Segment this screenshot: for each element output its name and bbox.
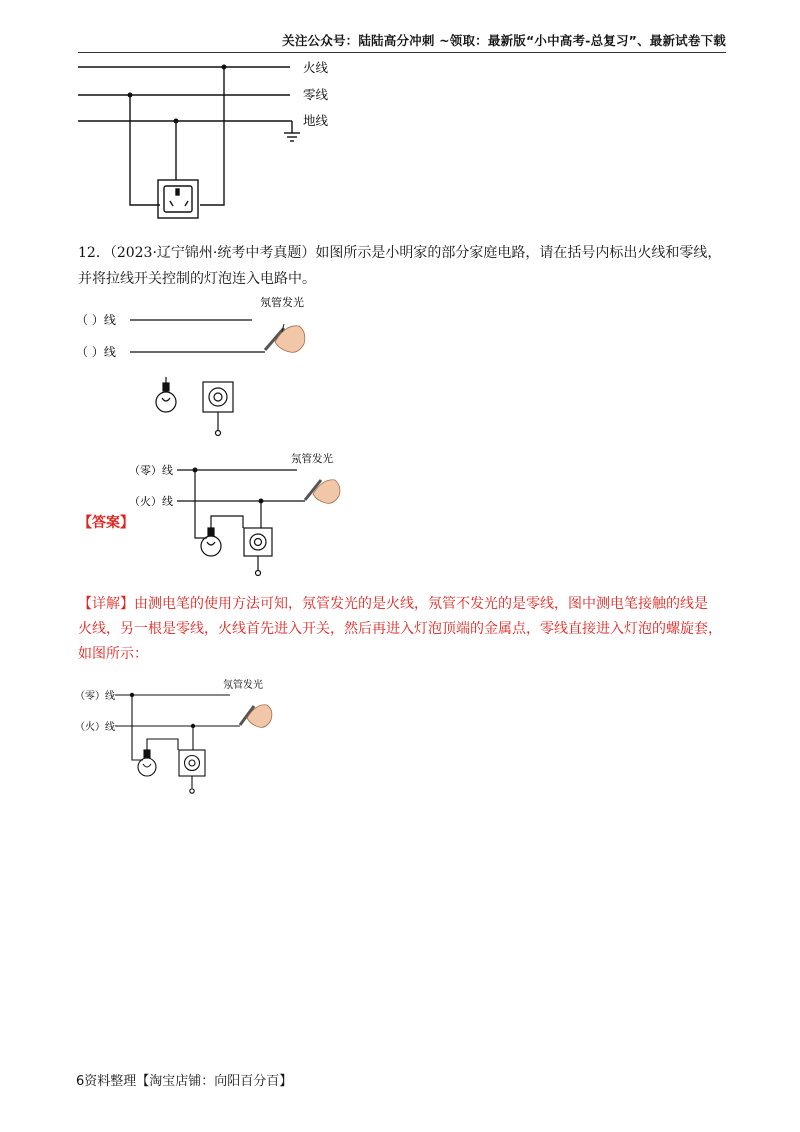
page-footer <box>76 1070 292 1089</box>
explanation-line2: 火线，另一根是零线，火线首先进入开关，然后再进入灯泡顶端的金属点，零线直接进入灯泡的螺旋套， <box>78 621 722 637</box>
question-source: （2023·辽宁锦州·统考中考真题） <box>109 245 316 261</box>
answer-circuit-figure <box>125 450 355 585</box>
question-circuit-figure <box>70 290 330 450</box>
question-tester-label: 氖管发光 <box>260 296 304 309</box>
explain-tester-label: 氖管发光 <box>223 680 263 691</box>
neutral-wire-label: 零线 <box>303 87 329 102</box>
question-text-line1: 如图所示是小明家的部分家庭电路，请在括号内标出火线和零线， <box>315 245 722 261</box>
question-block <box>78 240 728 292</box>
socket-wiring-diagram <box>70 55 350 230</box>
explain-wire2-label: （火）线 <box>75 722 115 733</box>
answer-tester-label: 氖管发光 <box>291 453 333 465</box>
explanation-line1: 由测电笔的使用方法可知，氖管发光的是火线，氖管不发光的是零线，图中测电笔接触的线是 <box>134 596 708 612</box>
question-wire1-label: （ ）线 <box>76 313 116 327</box>
explanation-label: 【详解】 <box>78 596 134 612</box>
question-text-line2: 并将拉线开关控制的灯泡连入电路中。 <box>78 271 316 287</box>
answer-wire1-label: （零）线 <box>129 464 173 477</box>
answer-label: 【答案】 <box>78 515 134 531</box>
page-number: 6 <box>76 1074 85 1089</box>
answer-wire2-label: （火）线 <box>129 495 173 508</box>
explanation-line3: 如图所示： <box>78 646 148 662</box>
live-wire-label: 火线 <box>303 60 329 75</box>
page-header: 关注公众号：陆陆高分冲刺 ~领取：最新版“小中高考-总复习”、最新试卷下载 <box>78 31 726 53</box>
footer-text: 资料整理【淘宝店铺：向阳百分百】 <box>84 1074 293 1089</box>
explain-wire1-label: （零）线 <box>75 691 115 702</box>
question-number: 12． <box>78 245 110 261</box>
ground-wire-label: 地线 <box>303 113 329 128</box>
explanation-circuit-figure <box>75 676 285 801</box>
explanation-block <box>78 592 728 667</box>
question-wire2-label: （ ）线 <box>76 345 116 359</box>
